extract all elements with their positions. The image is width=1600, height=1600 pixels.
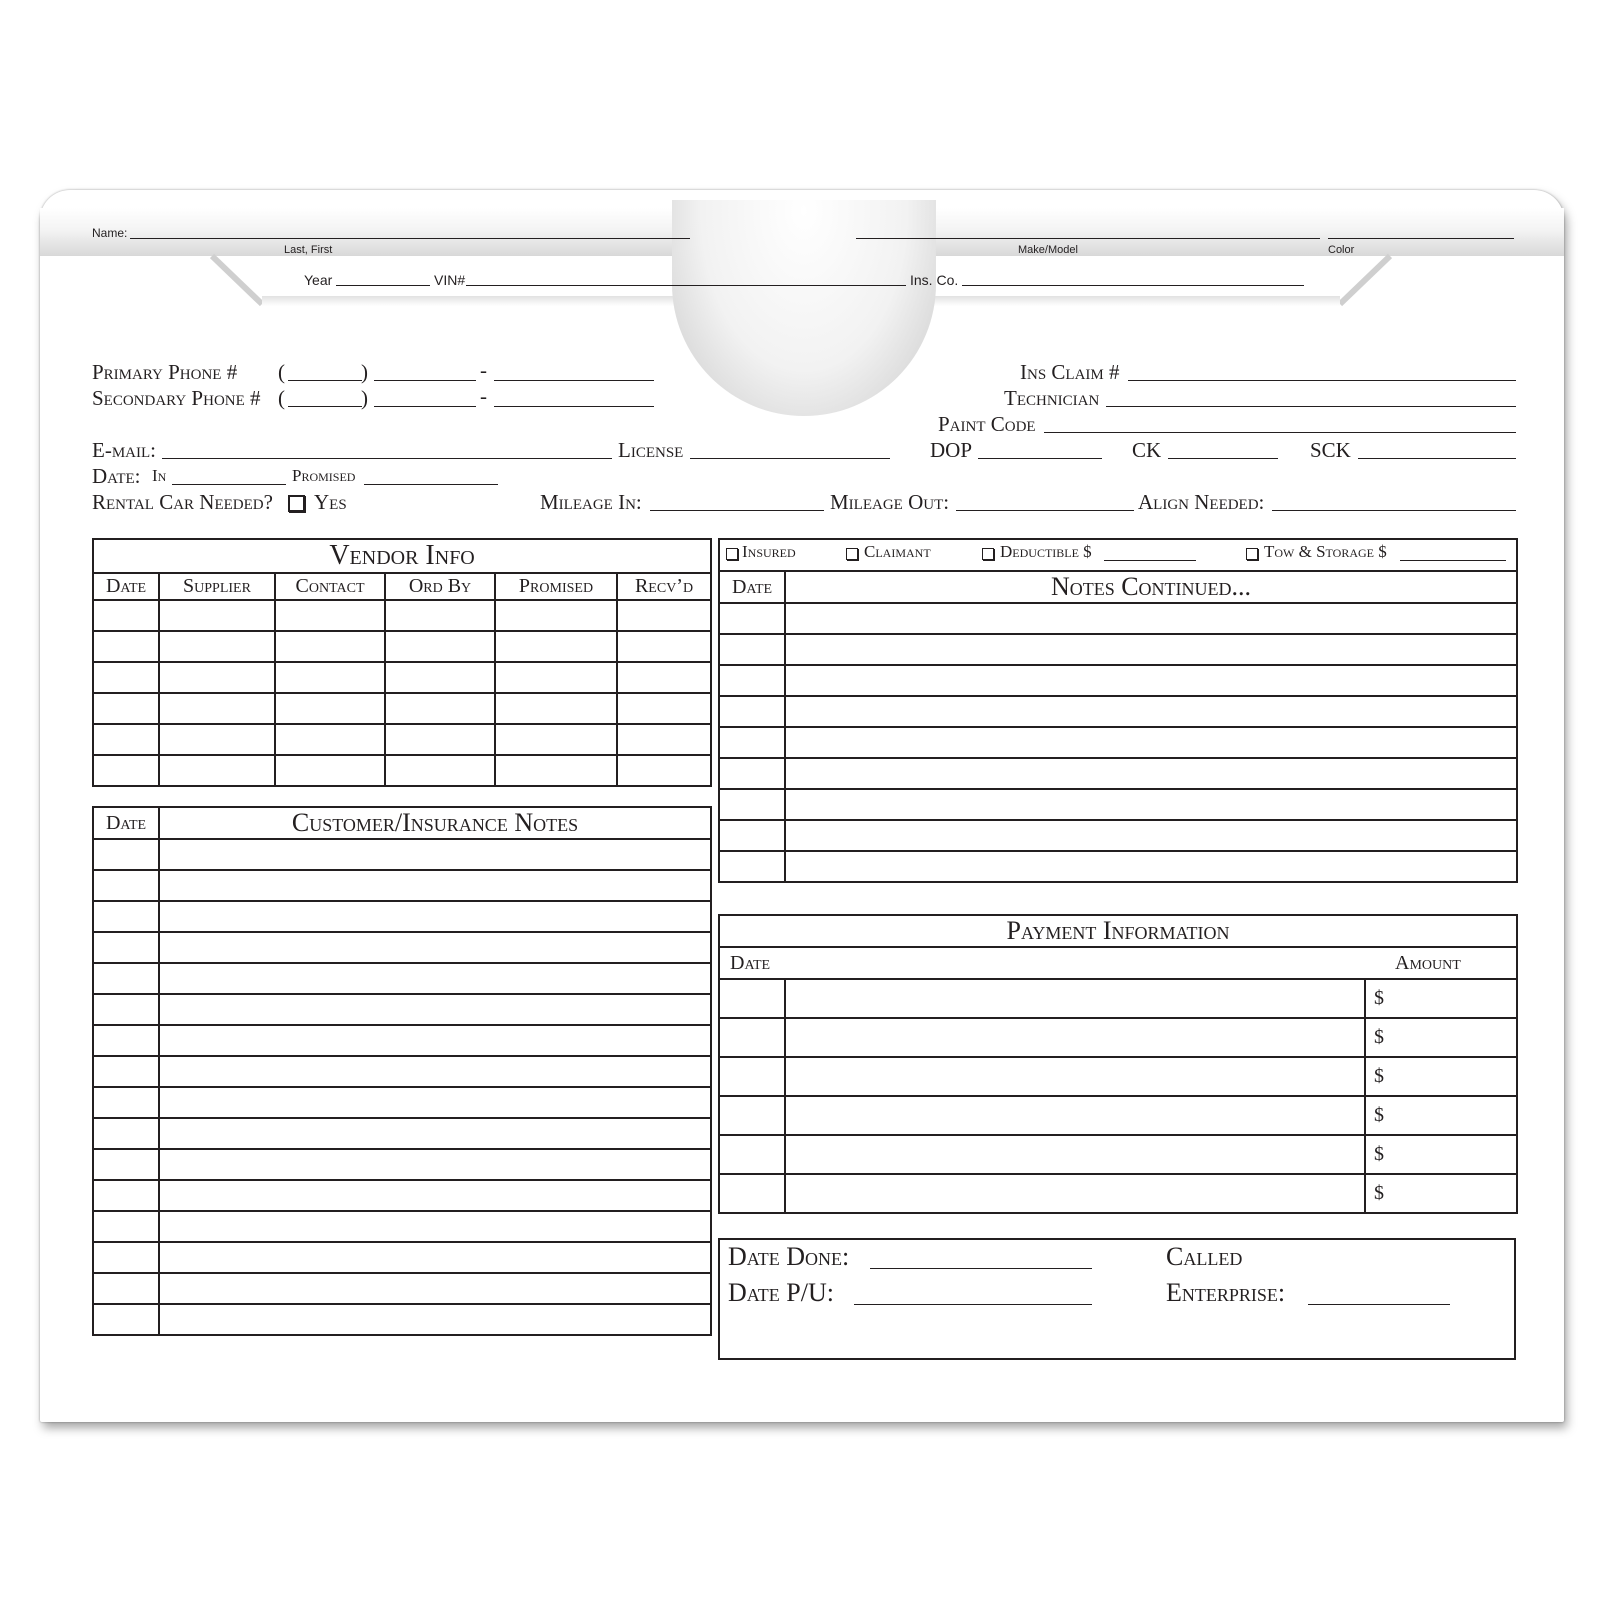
vendor-col-promised: Promised	[495, 573, 617, 600]
notes-row	[93, 963, 711, 994]
year-field[interactable]	[336, 285, 430, 286]
note-cell[interactable]	[159, 963, 711, 994]
description-cell[interactable]	[785, 979, 1365, 1018]
claim-status-bar	[718, 538, 1518, 572]
notes-row	[93, 994, 711, 1025]
name-field[interactable]	[130, 238, 690, 239]
deductible-label: Deductible $	[1000, 542, 1092, 561]
primary-phone-dash: -	[480, 358, 487, 382]
date-cell[interactable]	[93, 1087, 159, 1118]
date-cell[interactable]	[93, 662, 159, 693]
primary-phone-line-field[interactable]	[494, 380, 654, 381]
notes-continued-row	[719, 758, 1517, 789]
date-cell[interactable]	[719, 1018, 785, 1057]
paint-code-field[interactable]	[1044, 432, 1516, 433]
date-cell[interactable]	[719, 1135, 785, 1174]
note-cell[interactable]	[159, 1273, 711, 1304]
notes-continued-table	[718, 570, 1518, 883]
supplier-cell[interactable]	[159, 631, 275, 662]
date-cell[interactable]	[93, 631, 159, 662]
date-cell[interactable]	[93, 932, 159, 963]
date-cell[interactable]	[719, 665, 785, 696]
date-cell[interactable]	[93, 839, 159, 870]
vendor-info-title: Vendor Info	[93, 539, 711, 573]
vendor-row	[93, 662, 711, 693]
tow-storage-label: Tow & Storage $	[1264, 542, 1387, 561]
vendor-info-table	[92, 538, 712, 787]
date-cell[interactable]	[93, 755, 159, 786]
date-pu-label: Date P/U:	[728, 1278, 834, 1307]
color-caption: Color	[1328, 244, 1355, 256]
vin-field[interactable]	[466, 285, 906, 286]
ord-by-cell[interactable]	[385, 724, 495, 755]
ord-by-cell[interactable]	[385, 693, 495, 724]
date-in-field[interactable]	[172, 484, 286, 485]
date-cell[interactable]	[93, 1211, 159, 1242]
notes-row	[93, 870, 711, 901]
date-cell[interactable]	[93, 1273, 159, 1304]
color-field[interactable]	[1328, 238, 1514, 239]
mileage-in-field[interactable]	[650, 510, 824, 511]
note-cell[interactable]	[159, 1211, 711, 1242]
date-cell[interactable]	[93, 1056, 159, 1087]
payment-row	[719, 1174, 1517, 1213]
amount-cell[interactable]: $	[1365, 1057, 1517, 1096]
mileage-in-label: Mileage In:	[540, 490, 642, 514]
mileage-out-field[interactable]	[956, 510, 1134, 511]
note-cell[interactable]	[159, 1118, 711, 1149]
vendor-row	[93, 631, 711, 662]
date-cell[interactable]	[719, 1096, 785, 1135]
note-cell[interactable]	[159, 1180, 711, 1211]
payment-row	[719, 1057, 1517, 1096]
payment-row	[719, 1018, 1517, 1057]
name-label: Name:	[92, 226, 128, 240]
secondary-phone-open-paren: (	[278, 386, 285, 410]
dop-label: DOP	[930, 438, 973, 462]
note-cell[interactable]	[785, 603, 1517, 634]
dop-field[interactable]	[978, 458, 1102, 459]
recvd-cell[interactable]	[617, 662, 711, 693]
promised-cell[interactable]	[495, 600, 617, 631]
payment-row	[719, 979, 1517, 1018]
primary-phone-label: Primary Phone #	[92, 360, 238, 384]
notes-continued-row	[719, 727, 1517, 758]
contact-cell[interactable]	[275, 693, 385, 724]
secondary-phone-label: Secondary Phone #	[92, 386, 261, 410]
contact-cell[interactable]	[275, 662, 385, 693]
secondary-phone-dash: -	[480, 384, 487, 408]
make-model-field[interactable]	[856, 238, 1320, 239]
supplier-cell[interactable]	[159, 755, 275, 786]
insured-label: Insured	[742, 542, 796, 561]
date-cell[interactable]	[719, 820, 785, 851]
ck-field[interactable]	[1168, 458, 1278, 459]
note-cell[interactable]	[159, 1025, 711, 1056]
vendor-row	[93, 755, 711, 786]
date-cell[interactable]	[93, 1180, 159, 1211]
description-cell[interactable]	[785, 1057, 1365, 1096]
supplier-cell[interactable]	[159, 693, 275, 724]
vendor-row	[93, 600, 711, 631]
payment-col-date: Date	[719, 947, 1365, 979]
rental-yes-label: Yes	[314, 490, 347, 514]
note-cell[interactable]	[159, 1056, 711, 1087]
ins-claim-label: Ins Claim #	[1020, 360, 1120, 384]
contact-cell[interactable]	[275, 631, 385, 662]
make-model-caption: Make/Model	[1018, 244, 1078, 256]
notes-row	[93, 839, 711, 870]
vendor-col-ord-by: Ord By	[385, 573, 495, 600]
notes-continued-row	[719, 696, 1517, 727]
insured-checkbox[interactable]	[726, 548, 738, 560]
date-cell[interactable]	[93, 1025, 159, 1056]
ord-by-cell[interactable]	[385, 600, 495, 631]
supplier-cell[interactable]	[159, 662, 275, 693]
notes-row	[93, 1149, 711, 1180]
amount-cell[interactable]: $	[1365, 1096, 1517, 1135]
note-cell[interactable]	[159, 1149, 711, 1180]
recvd-cell[interactable]	[617, 755, 711, 786]
claimant-label: Claimant	[864, 542, 931, 561]
vendor-col-recvd: Recv’d	[617, 573, 711, 600]
supplier-cell[interactable]	[159, 724, 275, 755]
notes-continued-title: Notes Continued...	[785, 571, 1517, 603]
date-cell[interactable]	[93, 693, 159, 724]
notes-continued-row	[719, 789, 1517, 820]
notes-continued-col-date: Date	[719, 571, 785, 603]
notes-row	[93, 1304, 711, 1335]
note-cell[interactable]	[159, 932, 711, 963]
ord-by-cell[interactable]	[385, 631, 495, 662]
rental-yes-checkbox[interactable]	[288, 495, 305, 512]
ins-co-label: Ins. Co.	[910, 272, 959, 288]
notes-row	[93, 901, 711, 932]
payment-row	[719, 1135, 1517, 1174]
notes-row	[93, 1025, 711, 1056]
date-cell[interactable]	[93, 994, 159, 1025]
note-cell[interactable]	[785, 820, 1517, 851]
payment-col-amount: Amount	[1365, 947, 1517, 979]
amount-cell[interactable]: $	[1365, 1018, 1517, 1057]
sck-label: SCK	[1310, 438, 1351, 462]
customer-insurance-notes-table	[92, 806, 712, 1336]
vendor-col-date: Date	[93, 573, 159, 600]
sck-field[interactable]	[1358, 458, 1516, 459]
note-cell[interactable]	[159, 1304, 711, 1335]
contact-cell[interactable]	[275, 755, 385, 786]
note-cell[interactable]	[785, 727, 1517, 758]
amount-cell[interactable]: $	[1365, 979, 1517, 1018]
mileage-out-label: Mileage Out:	[830, 490, 950, 514]
align-needed-label: Align Needed:	[1138, 490, 1265, 514]
date-cell[interactable]	[93, 600, 159, 631]
payment-information-table	[718, 914, 1518, 1214]
vendor-col-contact: Contact	[275, 573, 385, 600]
contact-cell[interactable]	[275, 600, 385, 631]
date-cell[interactable]	[719, 634, 785, 665]
payment-row	[719, 1096, 1517, 1135]
notes-col-date: Date	[93, 807, 159, 839]
notes-row	[93, 932, 711, 963]
notes-title: Customer/Insurance Notes	[159, 807, 711, 839]
claimant-checkbox[interactable]	[846, 548, 858, 560]
notes-row	[93, 1087, 711, 1118]
date-cell[interactable]	[93, 870, 159, 901]
notes-row	[93, 1211, 711, 1242]
amount-cell[interactable]: $	[1365, 1174, 1517, 1213]
license-field[interactable]	[690, 458, 890, 459]
date-cell[interactable]	[719, 758, 785, 789]
primary-phone-close-paren: )	[361, 360, 368, 384]
note-cell[interactable]	[785, 851, 1517, 882]
date-label: Date:	[92, 464, 141, 488]
date-cell[interactable]	[719, 696, 785, 727]
secondary-phone-area-field[interactable]	[288, 406, 362, 407]
recvd-cell[interactable]	[617, 693, 711, 724]
note-cell[interactable]	[159, 870, 711, 901]
promised-cell[interactable]	[495, 755, 617, 786]
enterprise-field[interactable]	[1308, 1304, 1450, 1305]
date-done-field[interactable]	[870, 1268, 1092, 1269]
note-cell[interactable]	[159, 901, 711, 932]
date-cell[interactable]	[93, 963, 159, 994]
recvd-cell[interactable]	[617, 600, 711, 631]
date-cell[interactable]	[719, 1174, 785, 1213]
secondary-phone-line-field[interactable]	[494, 406, 654, 407]
ins-co-field[interactable]	[962, 285, 1304, 286]
recvd-cell[interactable]	[617, 631, 711, 662]
primary-phone-area-field[interactable]	[288, 380, 362, 381]
date-cell[interactable]	[93, 1149, 159, 1180]
note-cell[interactable]	[159, 839, 711, 870]
note-cell[interactable]	[785, 789, 1517, 820]
deductible-checkbox[interactable]	[982, 548, 994, 560]
date-promised-field[interactable]	[364, 484, 498, 485]
recvd-cell[interactable]	[617, 724, 711, 755]
vin-label: VIN#	[434, 272, 466, 288]
notes-continued-row	[719, 665, 1517, 696]
email-field[interactable]	[162, 458, 612, 459]
date-cell[interactable]	[719, 789, 785, 820]
description-cell[interactable]	[785, 1018, 1365, 1057]
note-cell[interactable]	[159, 1087, 711, 1118]
date-in-label: In	[152, 466, 167, 485]
description-cell[interactable]	[785, 1096, 1365, 1135]
ck-label: CK	[1132, 438, 1162, 462]
date-cell[interactable]	[719, 603, 785, 634]
note-cell[interactable]	[785, 758, 1517, 789]
description-cell[interactable]	[785, 1135, 1365, 1174]
notes-row	[93, 1118, 711, 1149]
vendor-row	[93, 693, 711, 724]
technician-label: Technician	[1004, 386, 1100, 410]
vendor-row	[93, 724, 711, 755]
note-cell[interactable]	[785, 665, 1517, 696]
note-cell[interactable]	[785, 696, 1517, 727]
note-cell[interactable]	[159, 994, 711, 1025]
notes-continued-row	[719, 820, 1517, 851]
license-label: License	[618, 438, 684, 462]
date-cell[interactable]	[719, 727, 785, 758]
promised-cell[interactable]	[495, 631, 617, 662]
date-cell[interactable]	[719, 979, 785, 1018]
secondary-phone-close-paren: )	[361, 386, 368, 410]
ord-by-cell[interactable]	[385, 662, 495, 693]
rental-car-label: Rental Car Needed?	[92, 490, 273, 514]
note-cell[interactable]	[785, 634, 1517, 665]
date-done-label: Date Done:	[728, 1242, 850, 1271]
tow-storage-field[interactable]	[1400, 560, 1506, 561]
secondary-phone-prefix-field[interactable]	[374, 406, 476, 407]
ord-by-cell[interactable]	[385, 755, 495, 786]
promised-cell[interactable]	[495, 693, 617, 724]
date-cell[interactable]	[93, 1242, 159, 1273]
called-label: Called	[1166, 1242, 1243, 1271]
technician-field[interactable]	[1106, 406, 1516, 407]
date-promised-label: Promised	[292, 466, 356, 485]
notes-row	[93, 1180, 711, 1211]
email-label: E-mail:	[92, 438, 156, 462]
deductible-field[interactable]	[1104, 560, 1196, 561]
notes-row	[93, 1056, 711, 1087]
last-first-caption: Last, First	[284, 244, 333, 256]
date-cell[interactable]	[93, 1304, 159, 1335]
date-cell[interactable]	[93, 901, 159, 932]
notes-row	[93, 1242, 711, 1273]
year-label: Year	[304, 272, 333, 288]
promised-cell[interactable]	[495, 724, 617, 755]
description-cell[interactable]	[785, 1174, 1365, 1213]
tow-storage-checkbox[interactable]	[1246, 548, 1258, 560]
enterprise-label: Enterprise:	[1166, 1278, 1286, 1307]
notes-continued-row	[719, 603, 1517, 634]
date-cell[interactable]	[93, 1118, 159, 1149]
contact-cell[interactable]	[275, 724, 385, 755]
date-cell[interactable]	[719, 1057, 785, 1096]
notes-continued-row	[719, 634, 1517, 665]
note-cell[interactable]	[159, 1242, 711, 1273]
date-cell[interactable]	[719, 851, 785, 882]
date-cell[interactable]	[93, 724, 159, 755]
paint-code-label: Paint Code	[938, 412, 1036, 436]
payment-title: Payment Information	[719, 915, 1517, 947]
vendor-col-supplier: Supplier	[159, 573, 275, 600]
align-needed-field[interactable]	[1272, 510, 1516, 511]
amount-cell[interactable]: $	[1365, 1135, 1517, 1174]
notes-continued-row	[719, 851, 1517, 882]
primary-phone-prefix-field[interactable]	[374, 380, 476, 381]
date-pu-field[interactable]	[854, 1304, 1092, 1305]
promised-cell[interactable]	[495, 662, 617, 693]
notes-row	[93, 1273, 711, 1304]
ins-claim-field[interactable]	[1128, 380, 1516, 381]
supplier-cell[interactable]	[159, 600, 275, 631]
primary-phone-open-paren: (	[278, 360, 285, 384]
